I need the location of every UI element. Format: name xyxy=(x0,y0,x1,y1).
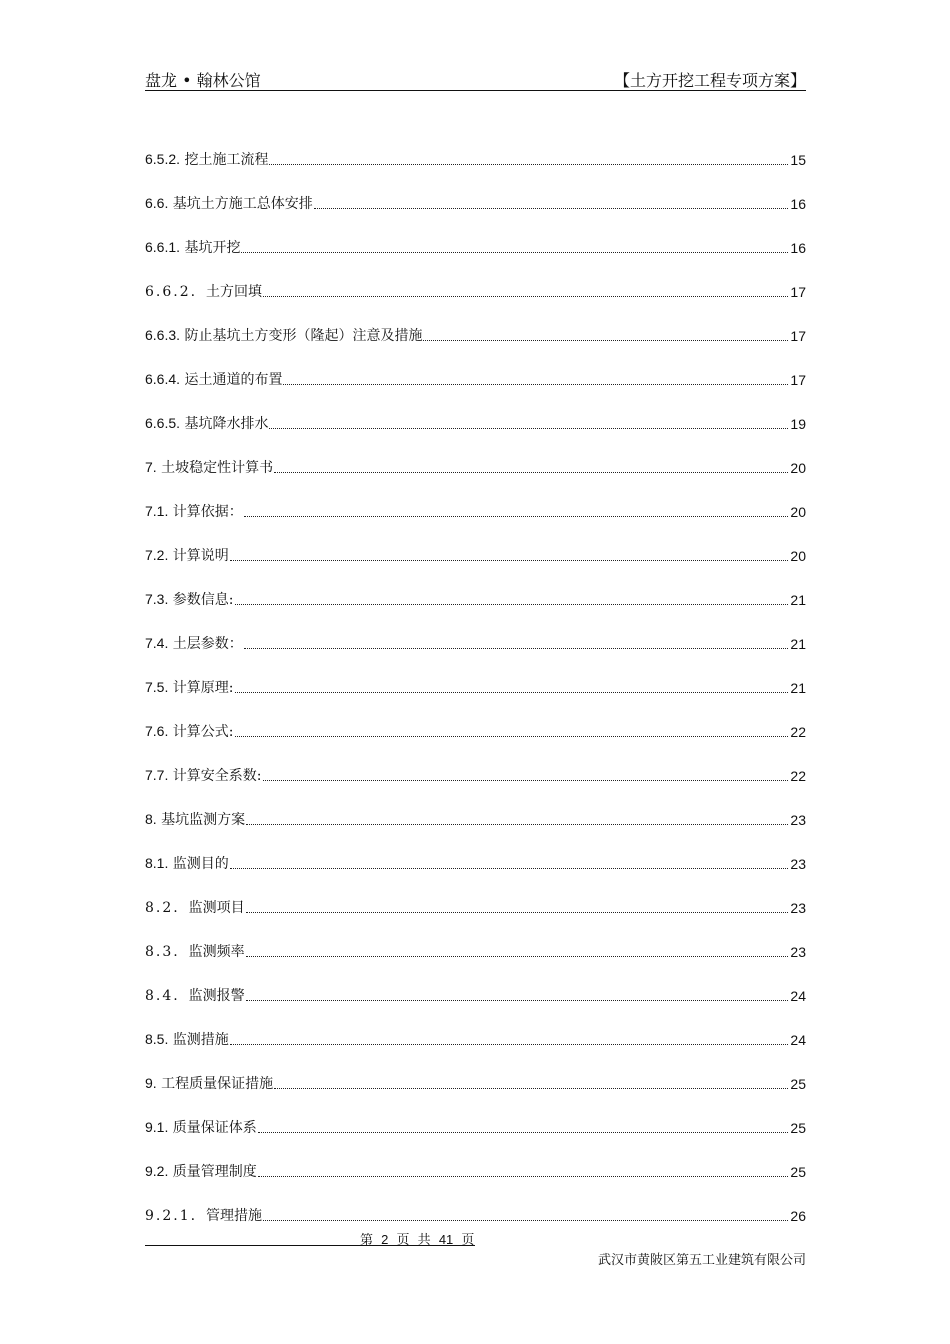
toc-entry-page: 21 xyxy=(790,636,806,652)
toc-entry-title: 管理措施 xyxy=(197,1208,262,1224)
toc-entry-page: 17 xyxy=(790,328,806,344)
toc-entry[interactable] xyxy=(145,610,806,654)
toc-entry-label xyxy=(145,1073,273,1094)
toc-entry-label xyxy=(145,501,243,522)
toc-entry-number: 7.4. xyxy=(145,635,169,651)
toc-dot-leader xyxy=(244,515,789,517)
toc-entry-page: 22 xyxy=(790,724,806,740)
toc-entry-title: 挖土施工流程 xyxy=(180,152,269,168)
toc-entry-page: 21 xyxy=(790,680,806,696)
toc-entry-page: 21 xyxy=(790,592,806,608)
toc-entry-number: 8.2. xyxy=(145,900,180,916)
toc-entry-label xyxy=(145,677,234,698)
toc-dot-leader xyxy=(269,163,788,165)
toc-entry-label xyxy=(145,853,229,874)
toc-entry[interactable] xyxy=(145,698,806,742)
toc-dot-leader xyxy=(269,427,788,429)
toc-entry[interactable] xyxy=(145,478,806,522)
toc-dot-leader xyxy=(263,1219,788,1221)
toc-entry-title: 计算公式: xyxy=(168,724,234,740)
toc-entry-title: 监测项目 xyxy=(179,900,245,916)
toc-dot-leader xyxy=(246,955,789,957)
toc-dot-leader xyxy=(263,779,789,781)
toc-entry[interactable] xyxy=(145,170,806,214)
toc-entry[interactable] xyxy=(145,962,806,1006)
toc-entry-page: 23 xyxy=(790,944,806,960)
toc-entry-label xyxy=(145,193,313,214)
toc-entry-label xyxy=(145,898,245,918)
toc-entry[interactable] xyxy=(145,302,806,346)
toc-entry-number: 6.6.5. xyxy=(145,415,181,431)
toc-entry-page: 22 xyxy=(790,768,806,784)
toc-entry-title: 监测报警 xyxy=(179,988,245,1004)
toc-entry-title: 土方回填 xyxy=(197,284,262,300)
toc-entry-page: 25 xyxy=(790,1164,806,1180)
toc-entry[interactable] xyxy=(145,126,806,170)
toc-entry-number: 8.4. xyxy=(145,988,180,1004)
toc-entry[interactable] xyxy=(145,522,806,566)
toc-entry-title: 监测措施 xyxy=(168,1032,229,1048)
toc-entry-title: 计算原理: xyxy=(168,680,234,696)
toc-entry-label xyxy=(145,721,234,742)
toc-entry-page: 23 xyxy=(790,812,806,828)
toc-entry-label xyxy=(145,1206,262,1226)
toc-entry-number: 6.5.2. xyxy=(145,151,181,167)
toc-entry-page: 17 xyxy=(790,372,806,388)
toc-entry-label xyxy=(145,1117,257,1138)
toc-entry-label xyxy=(145,809,245,830)
toc-dot-leader xyxy=(235,603,789,605)
toc-dot-leader xyxy=(241,251,788,253)
toc-entry-label xyxy=(145,149,268,170)
toc-dot-leader xyxy=(283,383,788,385)
toc-entry-title: 基坑降水排水 xyxy=(180,416,269,432)
toc-entry[interactable] xyxy=(145,918,806,962)
toc-entry-number: 9.2.1. xyxy=(145,1208,198,1224)
header-project-name: 盘龙 • 翰林公馆 xyxy=(145,71,261,90)
toc-entry-label xyxy=(145,1029,229,1050)
toc-entry-number: 8.3. xyxy=(145,944,180,960)
toc-entry-number: 6.6.2. xyxy=(145,284,198,300)
header-document-title: 【土方开挖工程专项方案】 xyxy=(613,71,806,90)
toc-entry-page: 20 xyxy=(790,504,806,520)
toc-entry-number: 6.6.3. xyxy=(145,327,181,343)
toc-entry-page: 16 xyxy=(790,196,806,212)
toc-entry-number: 8.1. xyxy=(145,855,169,871)
toc-entry[interactable] xyxy=(145,874,806,918)
toc-entry-label xyxy=(145,942,245,962)
toc-entry-page: 23 xyxy=(790,856,806,872)
toc-dot-leader xyxy=(258,1131,789,1133)
toc-entry-page: 23 xyxy=(790,900,806,916)
toc-entry-label xyxy=(145,633,243,654)
toc-entry-title: 监测频率 xyxy=(179,944,245,960)
toc-entry-label xyxy=(145,589,234,610)
toc-entry[interactable] xyxy=(145,786,806,830)
footer-page-prefix: 第 xyxy=(360,1233,374,1248)
toc-dot-leader xyxy=(230,867,789,869)
toc-entry-number: 6.6.1. xyxy=(145,239,181,255)
toc-dot-leader xyxy=(423,339,788,341)
toc-entry-number: 7.5. xyxy=(145,679,169,695)
footer-company-name: 武汉市黄陂区第五工业建筑有限公司 xyxy=(597,1253,806,1268)
toc-entry[interactable] xyxy=(145,258,806,302)
toc-entry-page: 20 xyxy=(790,460,806,476)
toc-entry-number: 9.1. xyxy=(145,1119,169,1135)
toc-entry-number: 8.5. xyxy=(145,1031,169,1047)
toc-entry-label xyxy=(145,413,268,434)
toc-entry[interactable] xyxy=(145,1182,806,1226)
footer-page-middle: 页 共 xyxy=(396,1233,431,1248)
toc-entry[interactable] xyxy=(145,1138,806,1182)
toc-entry-label xyxy=(145,1161,257,1182)
toc-entry[interactable] xyxy=(145,1094,806,1138)
toc-entry-number: 7.6. xyxy=(145,723,169,739)
toc-entry-number: 9. xyxy=(145,1075,157,1091)
toc-entry-number: 7.7. xyxy=(145,767,169,783)
toc-entry-title: 运土通道的布置 xyxy=(180,372,283,388)
toc-dot-leader xyxy=(263,295,788,297)
toc-dot-leader xyxy=(235,691,789,693)
toc-dot-leader xyxy=(314,207,789,209)
toc-entry-title: 质量管理制度 xyxy=(168,1164,257,1180)
footer-current-page: 2 xyxy=(381,1232,389,1247)
toc-dot-leader xyxy=(274,471,788,473)
toc-entry[interactable] xyxy=(145,742,806,786)
toc-dot-leader xyxy=(244,647,789,649)
toc-entry-title: 计算说明 xyxy=(168,548,229,564)
toc-entry-title: 参数信息: xyxy=(168,592,234,608)
toc-entry-title: 监测目的 xyxy=(168,856,229,872)
toc-entry[interactable] xyxy=(145,654,806,698)
toc-entry[interactable] xyxy=(145,1006,806,1050)
toc-dot-leader xyxy=(246,911,789,913)
toc-entry-page: 17 xyxy=(790,284,806,300)
toc-dot-leader xyxy=(230,559,789,561)
toc-entry-number: 7.3. xyxy=(145,591,169,607)
toc-entry-page: 24 xyxy=(790,1032,806,1048)
toc-entry-page: 15 xyxy=(790,152,806,168)
toc-entry-title: 计算安全系数: xyxy=(168,768,262,784)
toc-entry-title: 基坑监测方案 xyxy=(156,812,246,828)
footer-total-pages: 41 xyxy=(438,1232,454,1247)
toc-entry-label xyxy=(145,237,240,258)
toc-entry-page: 19 xyxy=(790,416,806,432)
toc-entry[interactable] xyxy=(145,566,806,610)
toc-entry-title: 质量保证体系 xyxy=(168,1120,257,1136)
toc-entry-page: 20 xyxy=(790,548,806,564)
footer-page-number xyxy=(360,1229,474,1248)
toc-dot-leader xyxy=(230,1043,789,1045)
toc-dot-leader xyxy=(235,735,789,737)
table-of-contents xyxy=(145,126,806,1226)
toc-entry-label xyxy=(145,765,262,786)
toc-entry-label xyxy=(145,282,262,302)
toc-entry[interactable] xyxy=(145,434,806,478)
toc-entry-number: 7.2. xyxy=(145,547,169,563)
toc-entry-label xyxy=(145,986,245,1006)
toc-entry-title: 计算依据： xyxy=(168,504,243,520)
toc-dot-leader xyxy=(246,999,789,1001)
toc-entry-label xyxy=(145,457,273,478)
toc-dot-leader xyxy=(274,1087,788,1089)
toc-entry-page: 26 xyxy=(790,1208,806,1224)
toc-entry-number: 7. xyxy=(145,459,157,475)
toc-entry-page: 24 xyxy=(790,988,806,1004)
page-header xyxy=(145,68,806,91)
toc-entry-label xyxy=(145,325,422,346)
toc-entry[interactable] xyxy=(145,830,806,874)
toc-entry-number: 6.6. xyxy=(145,195,169,211)
toc-entry-page: 16 xyxy=(790,240,806,256)
toc-entry[interactable] xyxy=(145,214,806,258)
toc-entry-number: 9.2. xyxy=(145,1163,169,1179)
toc-entry-title: 土层参数： xyxy=(168,636,243,652)
toc-entry[interactable] xyxy=(145,346,806,390)
toc-entry-number: 8. xyxy=(145,811,157,827)
toc-entry-page: 25 xyxy=(790,1076,806,1092)
toc-entry[interactable] xyxy=(145,390,806,434)
toc-dot-leader xyxy=(246,823,788,825)
toc-entry-title: 基坑土方施工总体安排 xyxy=(168,196,313,212)
toc-dot-leader xyxy=(258,1175,789,1177)
toc-entry-title: 工程质量保证措施 xyxy=(156,1076,274,1092)
toc-entry-title: 防止基坑土方变形（隆起）注意及措施 xyxy=(180,328,423,344)
footer-page-suffix: 页 xyxy=(461,1233,475,1248)
toc-entry-page: 25 xyxy=(790,1120,806,1136)
toc-entry[interactable] xyxy=(145,1050,806,1094)
toc-entry-number: 6.6.4. xyxy=(145,371,181,387)
toc-entry-title: 土坡稳定性计算书 xyxy=(156,460,274,476)
toc-entry-label xyxy=(145,545,229,566)
toc-entry-title: 基坑开挖 xyxy=(180,240,241,256)
toc-entry-number: 7.1. xyxy=(145,503,169,519)
toc-entry-label xyxy=(145,369,282,390)
